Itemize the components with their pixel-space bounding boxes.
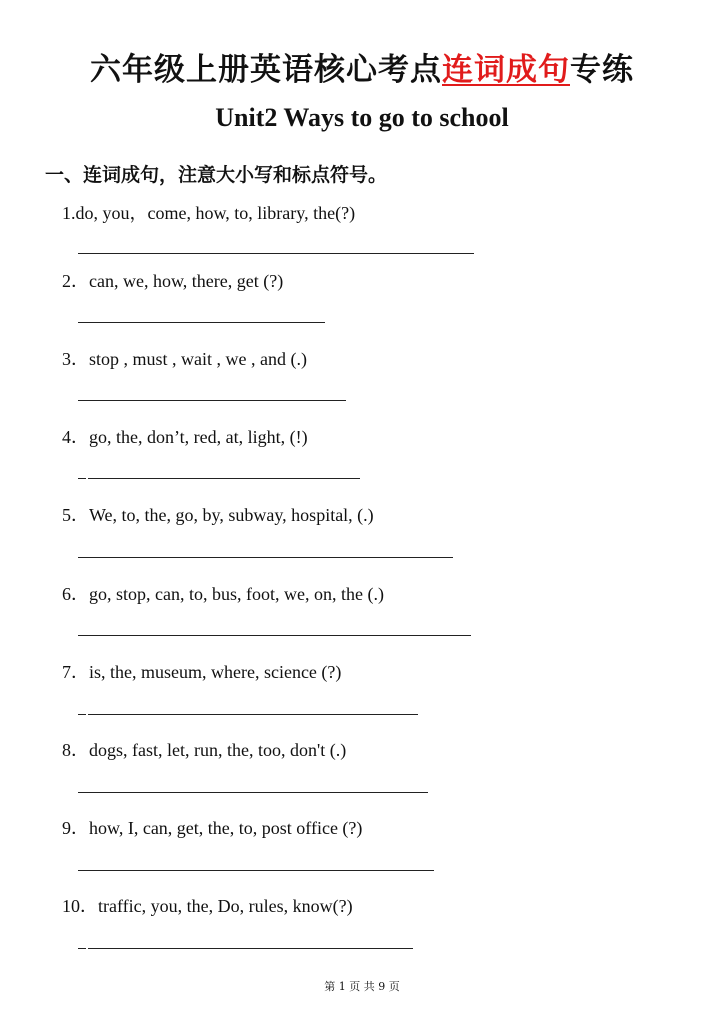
title-highlight: 连词成句: [442, 52, 570, 88]
question-10: 10．traffic, you, the, Do, rules, know(?): [62, 896, 353, 916]
question-1: 1.do, you，come, how, to, library, the(?): [62, 203, 356, 223]
question-4: 4．go, the, don’t, red, at, light, (!): [62, 427, 308, 447]
question-9: 9．how, I, can, get, the, to, post office (?): [62, 818, 363, 838]
answer-line-1[interactable]: [78, 253, 474, 254]
question-8: 8．dogs, fast, let, run, the, too, don't (.): [62, 740, 347, 760]
unit-subtitle: Unit2 Ways to go to school: [215, 103, 509, 132]
page-footer: 第 1 页 共 9 页: [324, 980, 400, 993]
question-3: 3．stop , must , wait , we , and (.): [62, 349, 307, 369]
answer-line-8[interactable]: [78, 792, 428, 793]
question-5: 5．We, to, the, go, by, subway, hospital, (.): [62, 505, 374, 525]
answer-dash-4: [78, 478, 86, 479]
answer-line-2[interactable]: [78, 322, 325, 323]
question-6: 6．go, stop, can, to, bus, foot, we, on, the (.): [62, 584, 384, 604]
answer-line-3[interactable]: [78, 400, 346, 401]
answer-line-9[interactable]: [78, 870, 434, 871]
title-suffix: 专练: [570, 52, 634, 88]
answer-line-10[interactable]: [88, 948, 413, 949]
answer-dash-10: [78, 948, 86, 949]
section-instruction: 一、连词成句，注意大小写和标点符号。: [45, 164, 388, 186]
question-7: 7．is, the, museum, where, science (?): [62, 662, 342, 682]
answer-line-7[interactable]: [88, 714, 418, 715]
page-title: [0, 44, 724, 89]
answer-dash-7: [78, 714, 86, 715]
answer-line-6[interactable]: [78, 635, 471, 636]
answer-line-4[interactable]: [88, 478, 360, 479]
question-2: 2．can, we, how, there, get (?): [62, 271, 284, 291]
answer-line-5[interactable]: [78, 557, 453, 558]
title-main: 六年级上册英语核心考点: [90, 52, 442, 88]
